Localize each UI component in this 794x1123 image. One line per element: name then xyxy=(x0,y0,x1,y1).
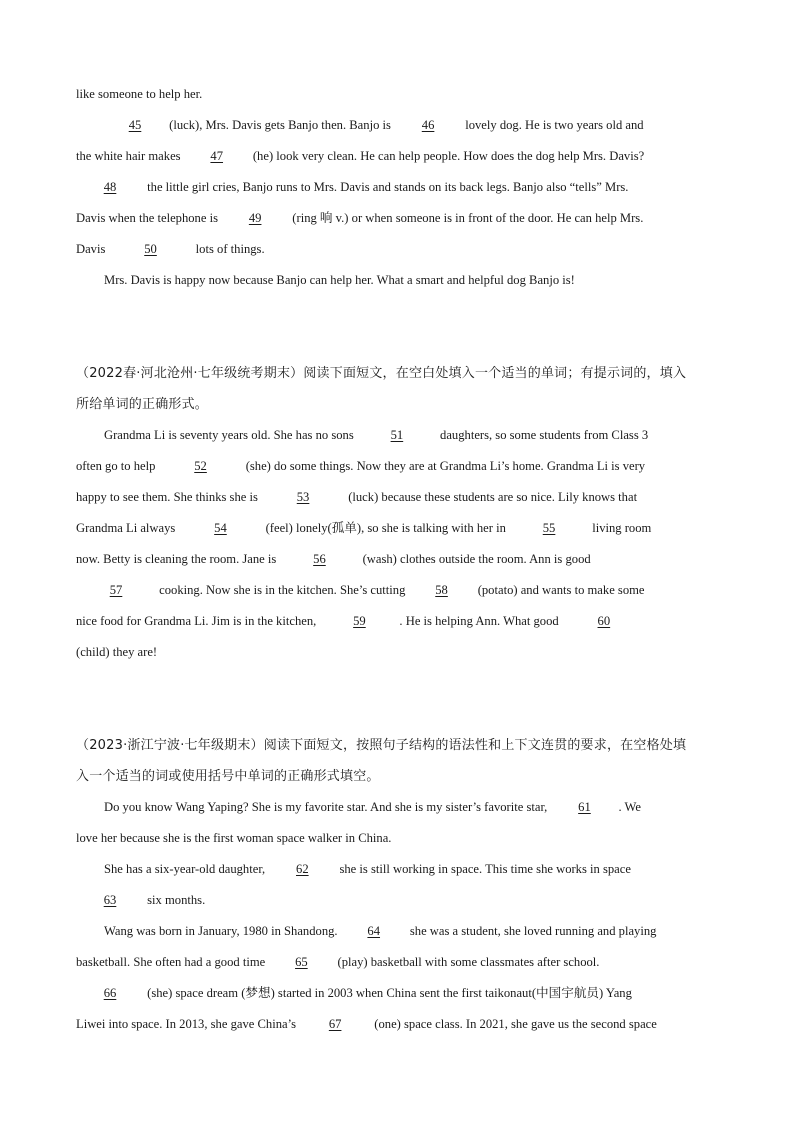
text-run: lovely dog. He is two years old and xyxy=(462,118,644,132)
text-run: six months. xyxy=(144,893,206,907)
text-line xyxy=(76,513,718,544)
passage-1 xyxy=(76,79,718,296)
passage-2 xyxy=(76,358,718,668)
text-run: (play) basketball with some classmates after school. xyxy=(334,955,600,969)
text-line xyxy=(76,172,718,203)
text-line xyxy=(76,947,718,978)
text-run: (he) look very clean. He can help people. How does the dog help Mrs. Davis? xyxy=(249,149,645,163)
text-run: (ring 响 v.) or when someone is in front of the door. He can help Mrs. xyxy=(289,211,644,225)
answer-blank[interactable]: 46 xyxy=(421,118,435,132)
text-line xyxy=(76,854,718,885)
text-line xyxy=(76,203,718,234)
answer-blank[interactable]: 59 xyxy=(353,614,366,628)
text-line xyxy=(76,606,718,637)
answer-blank[interactable]: 57 xyxy=(109,583,123,597)
answer-blank[interactable]: 66 xyxy=(103,986,117,1000)
answer-blank[interactable]: 62 xyxy=(296,862,309,876)
text-run: cooking. Now she is in the kitchen. She’s cutting xyxy=(156,583,409,597)
text-run: . He is helping Ann. What good xyxy=(399,614,562,628)
text-run: Grandma Li is seventy years old. She has no sons xyxy=(104,428,357,442)
text-line xyxy=(76,823,718,854)
text-run: (one) space class. In 2021, she gave us the second space xyxy=(371,1017,657,1031)
text-run: Davis when the telephone is xyxy=(76,211,222,225)
text-run: daughters, so some students from Class 3 xyxy=(436,428,649,442)
answer-blank[interactable]: 48 xyxy=(103,180,117,194)
text-line xyxy=(76,451,718,482)
text-line xyxy=(76,482,718,513)
question-instruction: （2023·浙江宁波·七年级期末）阅读下面短文，按照句子结构的语法性和上下文连贯的要求，在空格处填 xyxy=(76,738,687,753)
text-run: Mrs. Davis is happy now because Banjo can help her. What a smart and helpful dog Banjo is! xyxy=(104,273,575,287)
text-run: living room xyxy=(589,521,652,535)
text-line xyxy=(76,265,718,296)
answer-blank[interactable]: 47 xyxy=(210,149,224,163)
answer-blank[interactable]: 58 xyxy=(435,583,448,597)
answer-blank[interactable]: 61 xyxy=(578,800,591,814)
text-run: the little girl cries, Banjo runs to Mrs. Davis and stands on its back legs. Banjo also “tells” Mrs. xyxy=(144,180,629,194)
passage-3 xyxy=(76,730,718,1040)
text-line xyxy=(76,916,718,947)
text-run: (child) they are! xyxy=(76,645,158,659)
text-run: lots of things. xyxy=(192,242,265,256)
question-instruction: 入一个适当的词或使用括号中单词的正确形式填空。 xyxy=(76,769,380,784)
text-run: often go to help xyxy=(76,459,159,473)
text-run: (luck), Mrs. Davis gets Banjo then. Banjo is xyxy=(166,118,395,132)
text-run: nice food for Grandma Li. Jim is in the kitchen, xyxy=(76,614,320,628)
text-line xyxy=(76,234,718,265)
text-line xyxy=(76,110,718,141)
answer-blank[interactable]: 67 xyxy=(328,1017,342,1031)
text-run: (luck) because these students are so nice. Lily knows that xyxy=(345,490,638,504)
text-run: Liwei into space. In 2013, she gave China’s xyxy=(76,1017,300,1031)
text-line xyxy=(76,978,718,1009)
text-run: (potato) and wants to make some xyxy=(474,583,645,597)
question-instruction: （2022春·河北沧州·七年级统考期末）阅读下面短文，在空白处填入一个适当的单词；有提示词的，填入 xyxy=(76,366,687,381)
text-line xyxy=(76,792,718,823)
text-run: now. Betty is cleaning the room. Jane is xyxy=(76,552,280,566)
answer-blank[interactable]: 63 xyxy=(103,893,117,907)
text-run: Wang was born in January, 1980 in Shandong. xyxy=(104,924,341,938)
text-run: (feel) lonely(孤单), so she is talking with her in xyxy=(262,521,510,535)
text-run: love her because she is the first woman space walker in China. xyxy=(76,831,392,845)
text-run: She has a six-year-old daughter, xyxy=(104,862,269,876)
text-line xyxy=(76,141,718,172)
text-run: basketball. She often had a good time xyxy=(76,955,269,969)
answer-blank[interactable]: 51 xyxy=(390,428,404,442)
answer-blank[interactable]: 64 xyxy=(367,924,381,938)
text-run: (she) space dream (梦想) started in 2003 when China sent the first taikonaut(中国宇航员) Yang xyxy=(144,986,632,1000)
answer-blank[interactable]: 65 xyxy=(295,955,308,969)
question-instruction: 所给单词的正确形式。 xyxy=(76,397,209,412)
answer-blank[interactable]: 53 xyxy=(296,490,310,504)
text-run: Do you know Wang Yaping? She is my favorite star. And she is my sister’s favorite star, xyxy=(104,800,551,814)
answer-blank[interactable]: 60 xyxy=(597,614,611,628)
text-line xyxy=(76,79,718,110)
text-run: Davis xyxy=(76,242,109,256)
answer-blank[interactable]: 49 xyxy=(248,211,262,225)
text-run: . We xyxy=(618,800,641,814)
text-line xyxy=(76,637,718,668)
text-run: happy to see them. She thinks she is xyxy=(76,490,262,504)
answer-blank[interactable]: 52 xyxy=(194,459,207,473)
text-line xyxy=(76,885,718,916)
text-run: she was a student, she loved running and playing xyxy=(406,924,657,938)
text-run: like someone to help her. xyxy=(76,87,203,101)
text-run: she is still working in space. This time she works in space xyxy=(336,862,631,876)
answer-blank[interactable]: 55 xyxy=(542,521,556,535)
text-line xyxy=(76,544,718,575)
answer-blank[interactable]: 50 xyxy=(144,242,157,256)
text-run: the white hair makes xyxy=(76,149,184,163)
answer-blank[interactable]: 45 xyxy=(128,118,142,132)
text-line xyxy=(76,575,718,606)
text-line xyxy=(76,1009,718,1040)
answer-blank[interactable]: 56 xyxy=(313,552,326,566)
text-run: (wash) clothes outside the room. Ann is good xyxy=(359,552,591,566)
answer-blank[interactable]: 54 xyxy=(214,521,227,535)
document-page xyxy=(76,79,718,1040)
text-line xyxy=(76,420,718,451)
text-run: (she) do some things. Now they are at Grandma Li’s home. Grandma Li is very xyxy=(242,459,646,473)
text-run: Grandma Li always xyxy=(76,521,179,535)
